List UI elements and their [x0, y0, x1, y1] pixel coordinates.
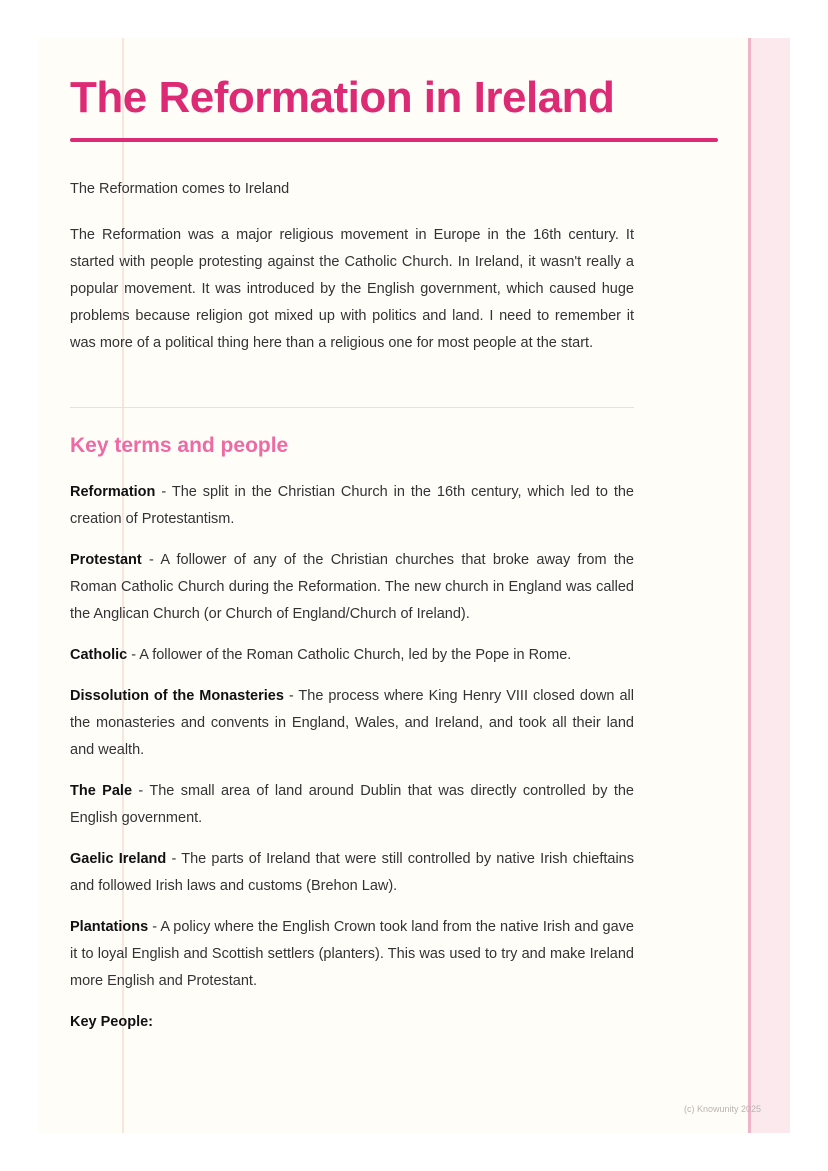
term-name: Catholic — [70, 647, 128, 663]
term-definition: - The small area of land around Dublin that was directly controlled by the English government. — [70, 783, 634, 826]
key-people-label: Key People: — [70, 1014, 153, 1030]
term-name: Dissolution of the Monasteries — [70, 688, 284, 704]
term-item — [70, 683, 634, 764]
term-item — [70, 846, 634, 900]
title-block — [70, 68, 634, 128]
term-item — [70, 547, 634, 628]
term-item — [70, 479, 634, 533]
term-definition: - A policy where the English Crown took land from the native Irish and gave it to loyal English and Scottish settlers (planters). This was used to try and make Ireland more English and Protestant. — [70, 919, 634, 989]
term-definition: - The process where King Henry VIII closed down all the monasteries and convents in England, Wales, and Ireland, and took all their land and wealth. — [70, 688, 634, 758]
section-heading: Key terms and people — [70, 434, 289, 457]
term-item — [70, 778, 634, 832]
term-name: Plantations — [70, 919, 149, 935]
subtitle: The Reformation comes to Ireland — [70, 181, 290, 197]
title-underline — [70, 138, 718, 142]
right-margin-band — [748, 38, 790, 1133]
term-name: The Pale — [70, 783, 133, 799]
term-item — [70, 914, 634, 995]
page-title: The Reformation in Ireland — [70, 73, 615, 122]
term-definition: - A follower of any of the Christian churches that broke away from the Roman Catholic Church during the Reformation. The new church in England was called the Anglican Church (or Church of England/Church of Ireland). — [70, 552, 634, 622]
term-name: Protestant — [70, 552, 142, 568]
right-margin-line — [748, 38, 751, 1133]
copyright-footer: (c) Knowunity 2025 — [684, 1104, 762, 1114]
term-name: Gaelic Ireland — [70, 851, 167, 867]
term-item — [70, 642, 634, 669]
term-definition: - A follower of the Roman Catholic Church, led by the Pope in Rome. — [127, 647, 572, 663]
term-name: Reformation — [70, 484, 156, 500]
section-divider — [70, 407, 634, 408]
intro-paragraph: The Reformation was a major religious movement in Europe in the 16th century. It started with people protesting against the Catholic Church. In Ireland, it wasn't really a popular movement. It was introduced by the English government, which caused huge problems because religion got mixed up with politics and land. I need to remember it was more of a political thing here than a religious one for most people at the start. — [70, 227, 634, 351]
terms-list — [70, 479, 634, 1036]
document-page — [38, 38, 790, 1133]
term-definition: - The split in the Christian Church in the 16th century, which led to the creation of Protestantism. — [70, 484, 634, 527]
term-definition: - The parts of Ireland that were still controlled by native Irish chieftains and followed Irish laws and customs (Brehon Law). — [70, 851, 634, 894]
